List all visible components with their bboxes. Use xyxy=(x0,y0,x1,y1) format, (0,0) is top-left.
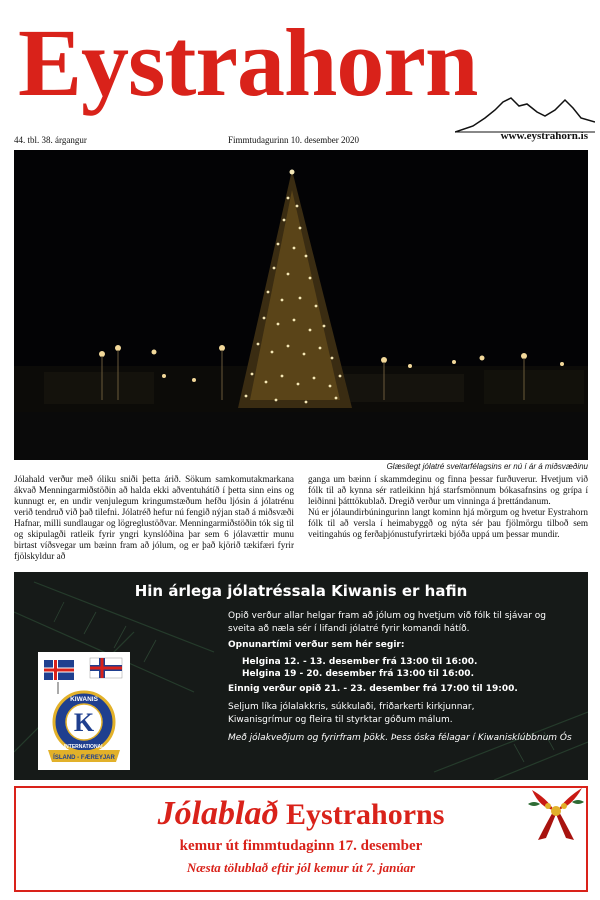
promo-subtitle: kemur út fimmtudaginn 17. desember xyxy=(179,838,423,854)
article-column-left xyxy=(14,474,294,570)
night-scene-illustration xyxy=(14,150,588,460)
kiwanis-logo-letter: K xyxy=(73,708,95,737)
issue-info-bar xyxy=(14,132,588,148)
kiwanis-products-line: Kiwanisgrímur og fleira til styrktar góðum málum. xyxy=(228,714,453,725)
article-column-right xyxy=(308,474,588,570)
christmas-bow-icon xyxy=(524,784,588,844)
article-body xyxy=(14,474,588,570)
christmas-tree-photo xyxy=(14,150,588,460)
kiwanis-products-line: Seljum líka jólalakkris, súkkulaði, friðarkerti kirkjunnar, xyxy=(228,702,475,712)
article-paragraph: Jólahald verður með óliku sniði þetta árið. Sökum samkomutakmarkana ákvað Menningarmiðstöðin að halda ekki aðventuhátíð í þetta sinn eins og kunnugt er, en undir venjulegum kringumstæðum hefðu ljósin á jólatrénu verið tendruð við það tilefni. Jólatréð hefur nú fengið nýjan stað á miðsvæði Hafnar, milli sundlaugar og lögreglustöðvar. Menningarmiðstöðin tók sig til og skipulagði ratleik fyrir yngri kynslóðina þar sem 6 jólavættir munu birtast víðsvegar um bæinn fram að jólum, og er það kjörið tækifæri fyrir fjölskyldur að xyxy=(14,474,294,561)
masthead xyxy=(0,0,600,150)
kiwanis-emblem-icon xyxy=(38,652,130,770)
kiwanis-logo-ring-top: KIWANIS xyxy=(70,696,98,703)
kiwanis-intro-line: Opið verður allar helgar fram að jólum og hvetjum við fólk til sjávar og xyxy=(228,611,547,621)
kiwanis-intro-line: sveita að næla sér í lifandi jólatré fyrir komandi hátíð. xyxy=(228,623,470,634)
christmas-issue-promo xyxy=(14,786,588,892)
extra-opening-hours: Einnig verður opið 21. - 23. desember frá 17:00 til 19:00. xyxy=(228,683,518,694)
opening-hours-item: Helgina 19 - 20. desember frá 13:00 til 16:00. xyxy=(242,669,474,679)
issue-date: Fimmtudagurinn 10. desember 2020 xyxy=(228,135,359,145)
issue-number: 44. tbl. 38. árgangur xyxy=(14,135,87,145)
newspaper-logo: Eystrahorn xyxy=(18,9,478,116)
photo-caption: Glæsilegt jólatré sveitarfélagsins er nú í ár á miðsvæðinu xyxy=(386,462,588,471)
kiwanis-thanks: Með jólakveðjum og fyrirfram þökk. Þess óska félagar í Kiwanisklúbbnum Ós xyxy=(228,733,572,743)
kiwanis-logo xyxy=(38,652,130,770)
article-paragraph: ganga um bæinn í skammdeginu og finna þessar furðuverur. Hvetjum við fólk til að kynna sér ratleikinn hjá starfsmönnum bókasafnsins og grípa í leiðinni þátttökublað. Dregið verður um vinninga á þrettándanum. xyxy=(308,474,588,506)
promo-title-script: Jólablað xyxy=(157,795,279,832)
kiwanis-advertisement xyxy=(14,572,588,780)
kiwanis-logo-banner: ÍSLAND - FÆREYJAR xyxy=(53,755,115,761)
promo-title xyxy=(16,794,586,835)
kiwanis-logo-ring-bottom: INTERNATIONAL xyxy=(63,744,105,750)
website-link[interactable]: www.eystrahorn.is xyxy=(500,130,588,142)
kiwanis-title: Hin árlega jólatréssala Kiwanis er hafin xyxy=(134,582,468,600)
promo-title-plain: Eystrahorns xyxy=(278,798,445,831)
kiwanis-details xyxy=(228,610,580,745)
promo-note: Næsta tölublað eftir jól kemur út 7. janúar xyxy=(186,860,416,875)
opening-hours-item: Helgina 12. - 13. desember frá 13:00 til 16:00. xyxy=(242,656,478,667)
article-paragraph: Nú er jólaundirbúningurinn langt kominn hjá mörgum og hvetur Eystrahorn fólk til að versla í heimabyggð og nýta sér þau fjölmörgu tilboð sem veitingahús og ferðaþjónustufyrirtæki bjóða uppá um þessar mundir. xyxy=(308,507,588,539)
opening-hours-header: Opnunartími verður sem hér segir: xyxy=(228,640,405,650)
